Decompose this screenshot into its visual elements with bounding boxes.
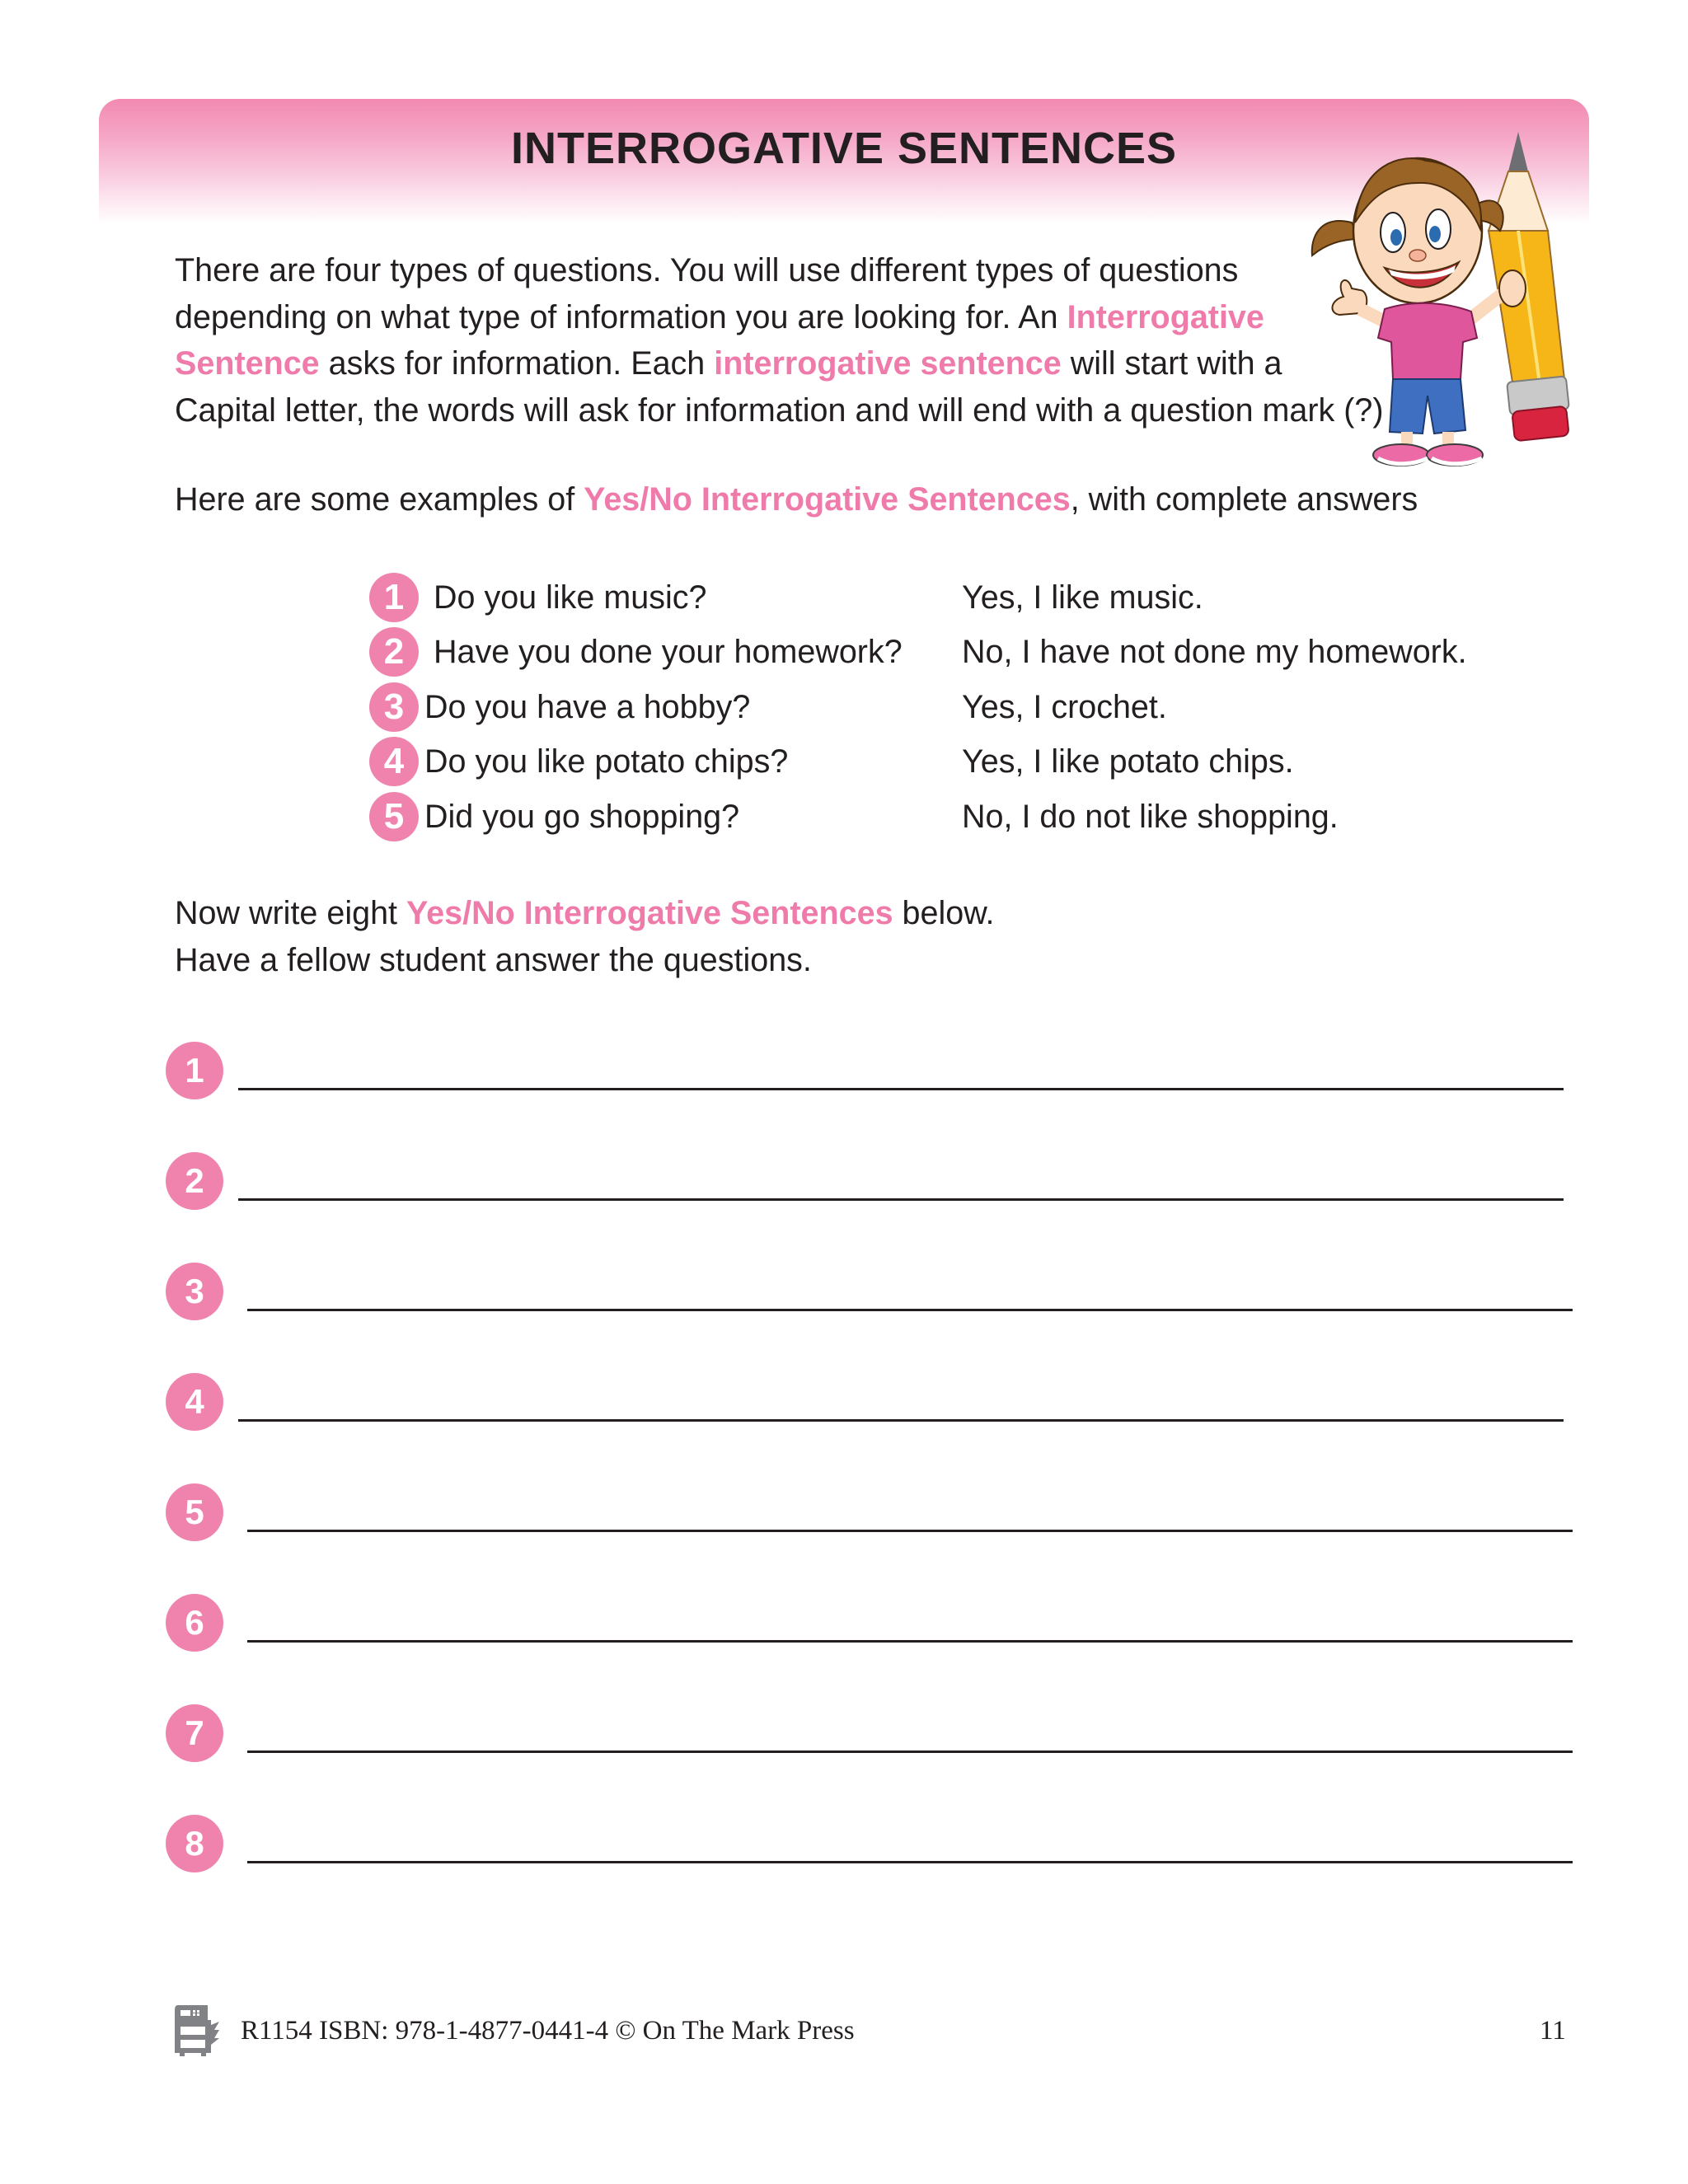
footer-copyright: R1154 ISBN: 978-1-4877-0441-4 © On The Mark Press	[241, 2016, 855, 2046]
answer-row	[0, 1594, 1688, 1660]
copier-icon	[173, 2005, 219, 2056]
intro-paragraph	[175, 247, 1461, 434]
number-badge: 8	[166, 1815, 223, 1872]
instruction	[175, 890, 995, 984]
number-badge: 1	[166, 1042, 223, 1099]
number-badge: 4	[166, 1373, 223, 1431]
answer-line-4[interactable]	[238, 1419, 1564, 1422]
answer-row	[0, 1373, 1688, 1439]
answer-row	[0, 1704, 1688, 1770]
number-badge: 4	[369, 737, 419, 786]
example-question: Do you like potato chips?	[424, 743, 789, 780]
examples-lead: Here are some examples of Yes/No Interrogative Sentences, with complete answers	[175, 481, 1418, 518]
instruction-line-1: Now write eight Yes/No Interrogative Sentences below.	[175, 895, 995, 931]
intro-line-3: Sentence asks for information. Each interrogative sentence will start with a	[175, 345, 1282, 382]
number-badge: 2	[369, 627, 419, 677]
answer-line-8[interactable]	[247, 1861, 1573, 1863]
page-title: INTERROGATIVE SENTENCES	[510, 124, 1178, 173]
number-badge: 1	[369, 573, 419, 622]
number-badge: 3	[369, 682, 419, 732]
example-question: Did you go shopping?	[424, 799, 740, 835]
number-badge: 7	[166, 1704, 223, 1762]
example-question: Do you like music?	[434, 579, 707, 616]
number-badge: 6	[166, 1594, 223, 1652]
number-badge: 2	[166, 1152, 223, 1210]
term-highlight: Yes/No Interrogative Sentences	[584, 481, 1071, 518]
example-answer: Yes, I like potato chips.	[962, 743, 1294, 780]
term-highlight: Yes/No Interrogative Sentences	[406, 895, 893, 931]
answer-line-2[interactable]	[238, 1198, 1564, 1201]
example-answer: Yes, I like music.	[962, 579, 1203, 616]
answer-line-7[interactable]	[247, 1750, 1573, 1753]
example-answer: No, I do not like shopping.	[962, 799, 1339, 835]
example-answer: Yes, I crochet.	[962, 689, 1167, 725]
answer-line-5[interactable]	[247, 1530, 1573, 1532]
number-badge: 5	[166, 1483, 223, 1541]
example-question: Have you done your homework?	[434, 634, 903, 670]
intro-line-4: Capital letter, the words will ask for information and will end with a question mark (?)	[175, 391, 1384, 429]
answer-row	[0, 1152, 1688, 1218]
number-badge: 5	[369, 792, 419, 841]
term-highlight: Interrogative	[1067, 298, 1264, 335]
instruction-line-2: Have a fellow student answer the questions.	[175, 942, 812, 978]
example-question: Do you have a hobby?	[424, 689, 751, 725]
term-highlight: interrogative sentence	[714, 345, 1062, 382]
answer-line-6[interactable]	[247, 1640, 1573, 1643]
term-highlight: Sentence	[175, 345, 320, 382]
intro-line-2: depending on what type of information you are looking for. An Interrogative	[175, 298, 1264, 335]
intro-line-1: There are four types of questions. You will use different types of questions	[175, 252, 1239, 288]
number-badge: 3	[166, 1263, 223, 1320]
answer-line-3[interactable]	[247, 1309, 1573, 1311]
answer-line-1[interactable]	[238, 1088, 1564, 1090]
example-answer: No, I have not done my homework.	[962, 634, 1467, 670]
page-number: 11	[1540, 2016, 1566, 2046]
answer-row	[0, 1815, 1688, 1881]
answer-row	[0, 1042, 1688, 1108]
answer-row	[0, 1263, 1688, 1329]
answer-row	[0, 1483, 1688, 1549]
